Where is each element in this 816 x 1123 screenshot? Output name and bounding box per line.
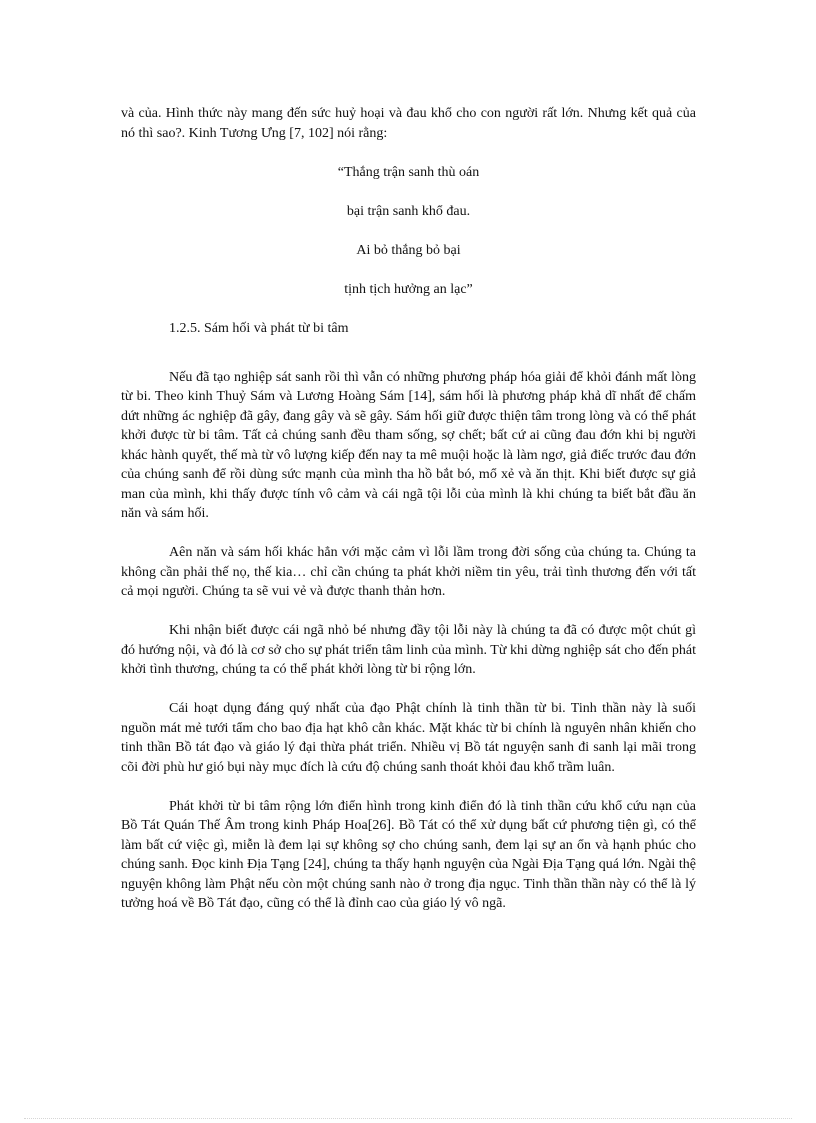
section-heading: 1.2.5. Sám hối và phát từ bi tâm bbox=[169, 321, 349, 336]
intro-paragraph: và của. Hình thức này mang đến sức huỷ hoại và đau khổ cho con người rất lớn. Nhưng kết quả của nó thì sao?. Kinh Tương Ưng [7, 102] nói rằng: bbox=[121, 106, 696, 141]
verse-line-4: tịnh tịch hưởng an lạc” bbox=[344, 282, 473, 297]
paragraph-4: Cái hoạt dụng đáng quý nhất của đạo Phật chính là tinh thần từ bi. Tinh thần này là suối nguồn mát mẻ tưới tẩm cho bao địa hạt khô cằn khác. Mặt khác từ bi chính là nguyên nhân khiến cho tinh thần Bồ tát đạo và giáo lý đại thừa phát triển. Nhiều vị Bồ tát nguyện sanh đi sanh lại mãi trong cõi đời phù hư gió bụi này mục đích là cứu độ chúng sanh thoát khỏi đau khổ trầm luân. bbox=[121, 701, 696, 775]
page-body bbox=[121, 104, 696, 914]
paragraph-2: Aên năn và sám hối khác hẳn với mặc cảm vì lỗi lầm trong đời sống của chúng ta. Chúng ta không cần phải thế nọ, thế kia… chỉ cần chúng ta phát khởi niềm tin yêu, trải tình thương đến với tất cả mọi người. Chúng ta sẽ vui vẻ và được thanh thản hơn. bbox=[121, 545, 696, 599]
paragraph-5: Phát khởi từ bi tâm rộng lớn điển hình trong kinh điển đó là tinh thần cứu khổ cứu nạn của Bồ Tát Quán Thế Âm trong kinh Pháp Hoa[26]. Bồ Tát có thể xử dụng bất cứ phương tiện gì, có thể làm bất cứ việc gì, miễn là đem lại sự không sợ cho chúng sanh, đem lại sự an ổn và hạnh phúc cho chúng sanh. Đọc kinh Địa Tạng [24], chúng ta thấy hạnh nguyện của Ngài Địa Tạng quá lớn. Ngài thệ nguyện không làm Phật nếu còn một chúng sanh nào ở trong địa ngục. Tinh thần thần này có thể là lý tưởng hoá về Bồ Tát đạo, cũng có thể là đỉnh cao của giáo lý vô ngã. bbox=[121, 798, 696, 911]
verse-line-3: Ai bỏ thắng bỏ bại bbox=[356, 243, 461, 258]
paragraph-3: Khi nhận biết được cái ngã nhỏ bé nhưng đầy tội lỗi này là chúng ta đã có được một chút gì đó hướng nội, và đó là cơ sở cho sự phát triển tâm linh của mình. Từ khi dừng nghiệp sát cho đến phát khởi tình thương, chúng ta có thể phát khởi lòng từ bi rộng lớn. bbox=[121, 623, 696, 677]
page-bottom-divider bbox=[24, 1118, 792, 1119]
paragraph-1: Nếu đã tạo nghiệp sát sanh rồi thì vẫn có những phương pháp hóa giải để khỏi đánh mất lòng từ bi. Theo kinh Thuỷ Sám và Lương Hoàng Sám [14], sám hối là phương pháp khả dĩ nhất để chấm dứt những ác nghiệp đã gây, đang gây và sẽ gây. Sám hối giữ được thiện tâm trong lòng và có thể phát khởi được từ bi tâm. Tất cả chúng sanh đều tham sống, sợ chết; bất cứ ai cũng đau đớn khi bị người khác hành quyết, thế mà từ vô lượng kiếp đến nay ta mê muội hoặc là làm ngơ, giả điếc trước đau đớn của chúng sanh để rồi dùng sức mạnh của mình tha hồ bắt bó, mổ xẻ và ăn thịt. Khi biết được sự giả man của mình, khi thấy được tính vô cảm và cái ngã tội lỗi của mình là khi chúng ta biết bắt đầu ăn năn và sám hối. bbox=[121, 369, 696, 521]
verse-line-1: “Thắng trận sanh thù oán bbox=[337, 165, 480, 180]
verse-line-2: bại trận sanh khổ đau. bbox=[346, 204, 471, 219]
quoted-verse bbox=[121, 163, 696, 300]
